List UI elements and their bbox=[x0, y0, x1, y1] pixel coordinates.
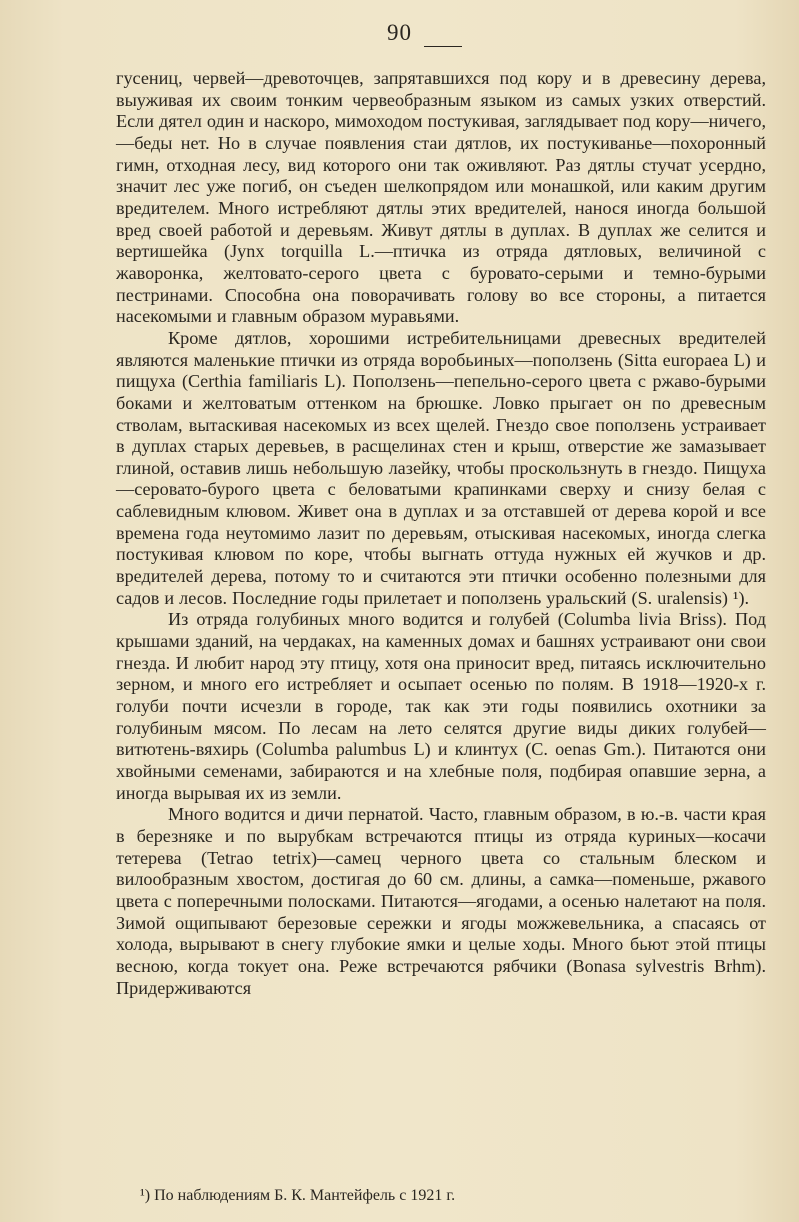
paragraph-pigeons: Из отряда голубиных много водится и голубей (Columba livia Briss). Под крышами зданий, на чердаках, на каменных домах и башнях устраивают они свои гнезда. И любит народ эту птицу, хотя она приносит вред, питаясь исключительно зерном, и много его истребляет и осыпает осенью по полям. В 1918—1920-х г. голуби почти исчезли в городе, так как эти годы появились охотники за голубиным мясом. По лесам на лето селятся другие виды диких голубей—витютень-вяхирь (Columba palumbus L) и клинтух (C. oenas Gm.). Питаются они хвойными семенами, забираются и на хлебные поля, подбирая опавшие зерна, а иногда вырывая их из земли. bbox=[116, 609, 766, 803]
paragraph-woodpeckers: гусениц, червей—древоточцев, запрятавшихся под кору и в древесину дерева, выуживая их своим тонким червеобразным языком из самых узких отверстий. Если дятел один и наскоро, мимоходом постукивая, заглядывает под кору—ничего,—беды нет. Но в случае появления стаи дятлов, их постукиванье—похоронный гимн, отходная лесу, вид которого они так оживляют. Раз дятлы стучат усердно, значит лес уже погиб, он съеден шелкопрядом или монашкой, или каким другим вредителем. Много истребляют дятлы этих вредителей, нанося иногда большой вред своей работой и деревьям. Живут дятлы в дуплах. В дуплах же селится и вертишейка (Jynx torquilla L.—птичка из отряда дятловых, величиной с жаворонка, желтовато-серого цвета с буровато-серыми и темно-бурыми пестринами. Способна она поворачивать голову во все стороны, а питается насекомыми и главным образом муравьями. bbox=[116, 68, 766, 327]
paragraph-game-birds: Много водится и дичи пернатой. Часто, главным образом, в ю.-в. части края в березняке и по вырубкам встречаются птицы из отряда куриных—косачи тетерева (Tetrao tetrix)—самец черного цвета со стальным блеском и вилообразным хвостом, достигая до 60 см. длины, а самка—поменьше, ржавого цвета с поперечными полосками. Питаются—ягодами, а осенью налетают на поля. Зимой ощипывают березовые сережки и ягоды можжевельника, а спасаясь от холода, вырывают в снегу глубокие ямки и целые ходы. Много бьют этой птицы весною, когда токует она. Реже встречаются рябчики (Bonasa sylvestris Brhm). Придерживаются bbox=[116, 804, 766, 998]
footnote: ¹) По наблюдениям Б. К. Мантейфель с 1921 г. bbox=[140, 1187, 456, 1204]
page-number-underline bbox=[424, 46, 462, 47]
body-text bbox=[116, 68, 766, 999]
page-number: 90 bbox=[387, 20, 412, 45]
paragraph-nuthatch-treecreeper: Кроме дятлов, хорошими истребительницами древесных вредителей являются маленькие птички из отряда воробьиных—поползень (Sitta europaea L) и пищуха (Certhia familiaris L). Поползень—пепельно-серого цвета с ржаво-бурыми боками и желтоватым оттенком на брюшке. Ловко прыгает он по древесным стволам, вытаскивая насекомых из всех щелей. Гнездо свое поползень устраивает в дуплах старых деревьев, в расщелинах стен и крыш, отверстие же замазывает глиной, оставив лишь небольшую лазейку, чтобы проскользнуть в гнездо. Пищуха—серовато-бурого цвета с беловатыми крапинками сверху и снизу белая с саблевидным клювом. Живет она в дуплах и за отставшей от дерева корой и все времена года неутомимо лазит по деревьям, отыскивая насекомых, иногда слегка постукивая клювом по коре, чтобы выгнать оттуда нужных ей жучков и др. вредителей дерева, потому то и считаются эти птички особенно полезными для садов и лесов. Последние годы прилетает и поползень уральский (S. uralensis) ¹). bbox=[116, 327, 766, 608]
